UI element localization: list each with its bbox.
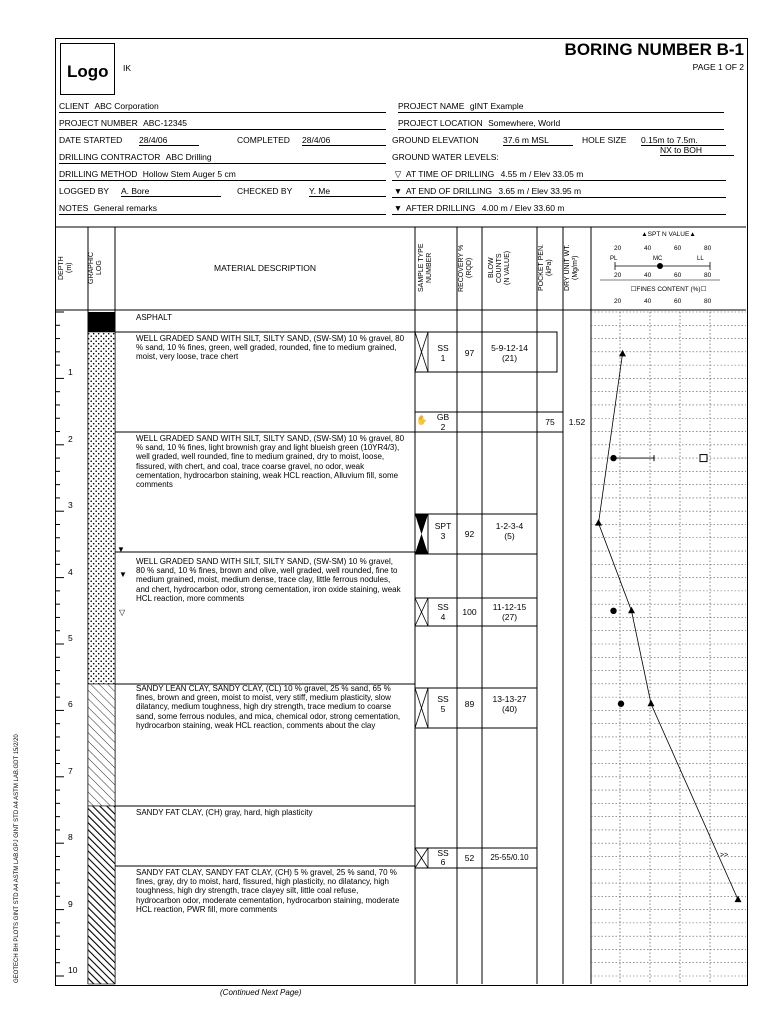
- water-level-filled-icon: ▼: [393, 186, 403, 196]
- col-recovery-header: RECOVERY % (RQD): [458, 244, 473, 292]
- date-started-field: DATE STARTED 28/4/06 COMPLETED 28/4/06: [59, 135, 386, 146]
- ground-water-label: GROUND WATER LEVELS:: [392, 152, 499, 162]
- project-number-value: ABC-12345: [143, 118, 188, 128]
- project-location-field: PROJECT LOCATION Somewhere, World: [398, 118, 724, 130]
- ground-elevation-value: 37.6 m MSL: [503, 135, 573, 146]
- page-number: PAGE 1 OF 2: [692, 62, 744, 72]
- sample-2-type: GB 2: [436, 412, 450, 432]
- footer-continued: (Continued Next Page): [220, 988, 302, 997]
- sample-1-recovery: 97: [464, 348, 475, 358]
- depth-label: 1: [68, 367, 73, 378]
- sample-4-type: SS 4: [437, 602, 449, 622]
- water-level-after-icon: ▼: [393, 203, 403, 213]
- project-number-field: PROJECT NUMBER ABC-12345: [59, 118, 386, 130]
- hole-size-label: HOLE SIZE: [582, 135, 627, 145]
- sample-6-recovery: 52: [464, 853, 475, 863]
- project-name-field: PROJECT NAME gINT Example: [398, 101, 724, 113]
- stratum-sw-sm-3: WELL GRADED SAND WITH SILT, SILTY SAND, (SW-SM) 10 % gravel, 80 % sand, 10 % fines, brown and olive, well graded, well rounded, fine to medium grained, moist, medium dense, trace clay, little ferrous nodules, and chert, hydrocarbon odor, strong cementation, iron oxide staining, weak HCL reaction, more comments: [136, 557, 401, 603]
- sample-2-dry: 1.52: [568, 417, 586, 427]
- drilling-method-field: DRILLING METHOD Hollow Stem Auger 5 cm: [59, 169, 386, 181]
- fines-point: [700, 455, 707, 462]
- sample-3-recovery: 92: [464, 529, 475, 539]
- moisture-point: [610, 608, 616, 614]
- stratum-sw-sm-2: WELL GRADED SAND WITH SILT, SILTY SAND, (SW-SM) 10 % gravel, 80 % sand, 10 % fines, light brownish gray and light blueish green (10YR4/3), well graded, well rounded, fine to medium grained, dry to moist, loose, fissured, with chert, and coal, trace coarse gravel, no odor, weak cementation, hydrocarbon staining, weak HCL reaction, Alluvium fill, some comments: [136, 434, 405, 490]
- grab-sample-icon: ✋: [416, 415, 428, 425]
- logged-by-field: LOGGED BY A. Bore CHECKED BY Y. Me: [59, 186, 386, 197]
- drilling-contractor-field: DRILLING CONTRACTOR ABC Drilling: [59, 152, 386, 164]
- ll-label: LL: [697, 256, 704, 262]
- date-started-value: 28/4/06: [139, 135, 199, 146]
- mc-label: MC: [653, 256, 663, 262]
- checked-by-value: Y. Me: [309, 186, 386, 197]
- sample-1-type: SS 1: [437, 343, 449, 363]
- depth-label: 6: [68, 699, 73, 710]
- hole-size-value-2: NX to BOH: [660, 145, 734, 156]
- completed-value: 28/4/06: [302, 135, 386, 146]
- drilling-contractor-value: ABC Drilling: [165, 152, 212, 162]
- water-level-filled-icon: ▼: [117, 545, 125, 554]
- ground-elevation-field: GROUND ELEVATION 37.6 m MSL HOLE SIZE 0.15m to 7.5m.: [392, 135, 732, 146]
- depth-label: 8: [68, 832, 73, 843]
- col-sample-header: SAMPLE TYPE NUMBER: [418, 243, 433, 293]
- client-value: ABC Corporation: [94, 101, 159, 111]
- stratum-ch-1: SANDY FAT CLAY, (CH) gray, hard, high plasticity: [136, 808, 313, 817]
- gw-time-field: ▽ AT TIME OF DRILLING 4.55 m / Elev 33.05 m: [392, 169, 726, 181]
- col-material-header: MATERIAL DESCRIPTION: [213, 263, 316, 273]
- spt-trend-line: [599, 354, 739, 900]
- water-level-open-icon: ▽: [119, 608, 126, 617]
- depth-label: 9: [68, 898, 73, 909]
- sample-3-blows: 1-2-3-4 (5): [495, 521, 524, 541]
- stratum-asphalt: ASPHALT: [136, 313, 172, 322]
- checked-by-label: CHECKED BY: [237, 186, 293, 196]
- hole-size-value: 0.15m to 7.5m.: [641, 135, 726, 146]
- spt-header: ▲SPT N VALUE▲: [641, 231, 696, 238]
- client-field: CLIENT ABC Corporation: [59, 101, 386, 113]
- gw-after-field: ▼ AFTER DRILLING 4.00 m / Elev 33.60 m: [392, 203, 726, 215]
- logo-text: Logo: [67, 62, 109, 81]
- col-blow-header: BLOW COUNTS (N VALUE): [488, 250, 511, 286]
- moisture-point: [610, 455, 616, 461]
- gw-time-value: 4.55 m / Elev 33.05 m: [500, 169, 584, 179]
- sample-4-blows: 11-12-15 (27): [492, 602, 527, 622]
- col-depth-header: DEPTH (m): [58, 256, 73, 280]
- stratum-sw-sm-1: WELL GRADED SAND WITH SILT, SILTY SAND, (SW-SM) 10 % gravel, 80 % sand, 10 % fines, green, well graded, rounded, fine to medium grained, moist, very loose, trace chert: [136, 334, 405, 362]
- sample-6-type: SS 6: [437, 848, 449, 867]
- col-pocket-header: POCKET PEN. (kPa): [538, 244, 553, 292]
- pl-label: PL: [610, 256, 618, 262]
- sample-4-recovery: 100: [462, 607, 477, 617]
- stratum-cl: SANDY LEAN CLAY, SANDY CLAY, (CL) 10 % gravel, 25 % sand, 65 % fines, brown and green, moist to moist, very stiff, medium plasticity, slow dilatancy, medium toughness, high dry strength, trace medium to coarse sand, some ferrous nodules, and mica, chemical odor, strong cementation, hydrocarbon staining, weak HCL reaction, comments about the clay: [136, 684, 401, 730]
- sample-1-blows: 5-9-12-14 (21): [491, 343, 528, 363]
- spt-point: [628, 607, 635, 614]
- depth-label: 5: [68, 633, 73, 643]
- depth-label: 3: [68, 500, 73, 511]
- project-location-value: Somewhere, World: [488, 118, 561, 128]
- logo-initials: IK: [123, 63, 132, 73]
- depth-label: 4: [68, 566, 73, 577]
- sample-3-type: SPT 3: [434, 521, 452, 541]
- sample-2-pocket: 75: [545, 417, 555, 427]
- side-text: GEOTECH BH PLOTS GINT STD A4 ASTM LAB.GPJ GINT STD A4 ASTM LAB.GDT 15/2/20: [14, 734, 20, 983]
- spt-point: [648, 700, 655, 707]
- gw-after-value: 4.00 m / Elev 33.60 m: [481, 203, 565, 213]
- col-graphic-header: GRAPHIC LOG: [88, 252, 103, 284]
- moisture-point: [618, 701, 624, 707]
- page-title: BORING NUMBER B-1: [564, 40, 744, 59]
- depth-label: 7: [68, 765, 73, 776]
- depth-label: 2: [68, 433, 73, 444]
- sample-5-recovery: 89: [464, 699, 475, 709]
- stratum-ch-2: SANDY FAT CLAY, SANDY FAT CLAY, (CH) 5 % gravel, 25 % sand, 70 % fines, gray, dry to moist, hard, fissured, high plasticity, no dilatancy, high toughness, high dry strength, trace clayey silt, little coal refuse, hydrocarbon odor, moderate cementation, hydrocarbon staining, moderate HCL reaction, PWR fill, more comments: [136, 868, 400, 914]
- sample-5-type: SS 5: [437, 694, 449, 714]
- water-level-after-icon: ▼: [119, 570, 127, 579]
- spt-point: [595, 519, 602, 526]
- refusal-marker: >>: [720, 852, 729, 859]
- gw-end-value: 3.65 m / Elev 33.95 m: [498, 186, 582, 196]
- logged-by-value: A. Bore: [121, 186, 221, 197]
- notes-field: NOTES General remarks: [59, 203, 386, 215]
- gw-end-field: ▼ AT END OF DRILLING 3.65 m / Elev 33.95 m: [392, 186, 726, 198]
- col-dry-header: DRY UNIT WT. (Mg/m³): [564, 244, 579, 292]
- drilling-method-value: Hollow Stem Auger 5 cm: [142, 169, 236, 179]
- fines-header: ☐FINES CONTENT (%)☐: [630, 286, 707, 293]
- sample-6-blows: 25-55/0.10: [490, 853, 529, 862]
- notes-value: General remarks: [93, 203, 157, 213]
- project-name-value: gINT Example: [469, 101, 524, 111]
- depth-label: 10: [68, 965, 78, 975]
- sample-5-blows: 13-13-27 (40): [492, 694, 527, 714]
- water-level-open-icon: ▽: [394, 169, 402, 179]
- completed-label: COMPLETED: [237, 135, 290, 145]
